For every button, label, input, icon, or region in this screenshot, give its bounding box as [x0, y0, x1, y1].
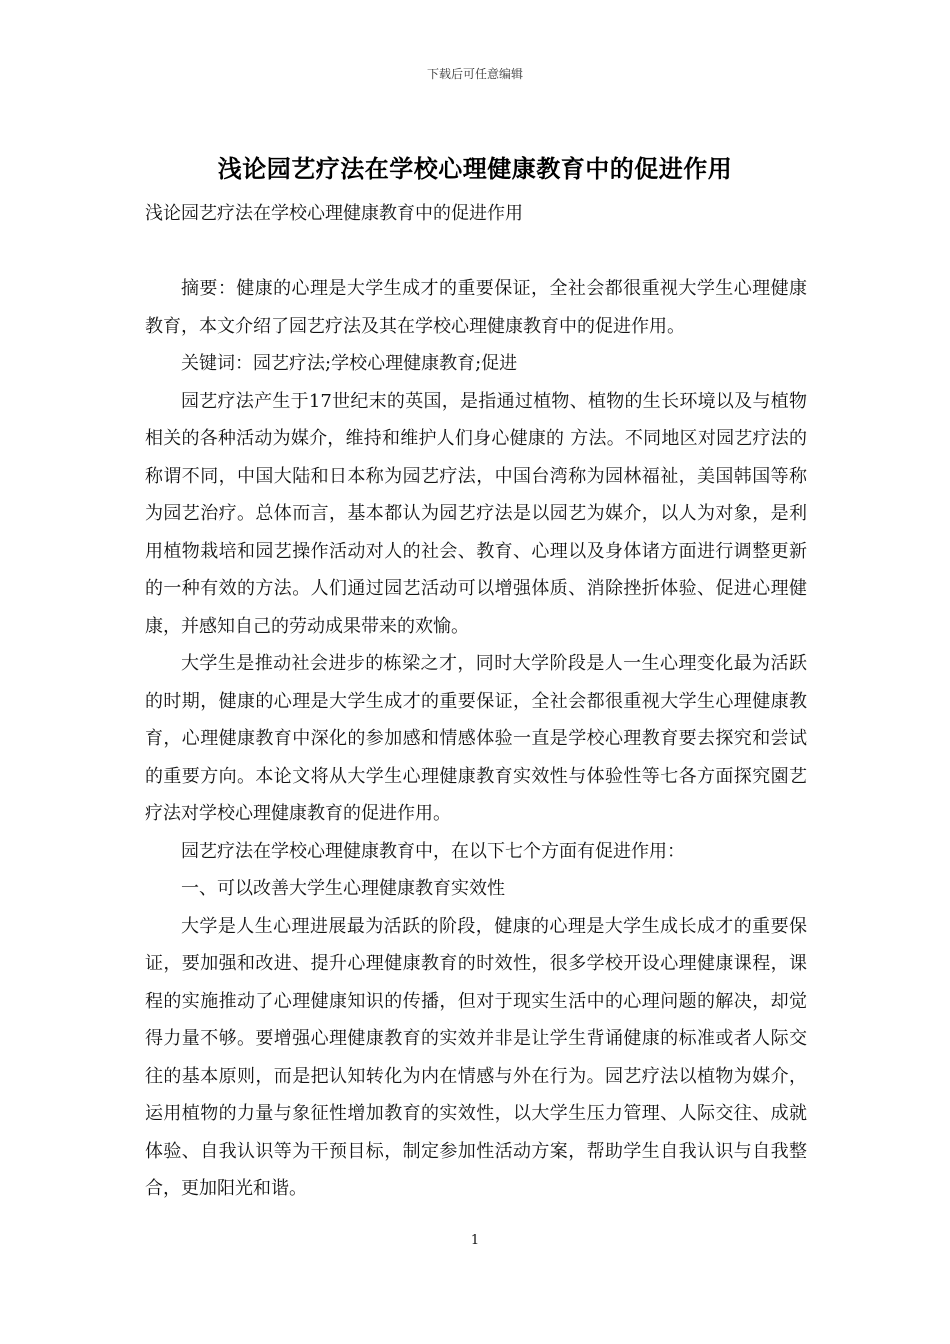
section-heading: 一、可以改善大学生心理健康教育实效性: [181, 878, 505, 899]
page-number: 1: [470, 1233, 480, 1248]
document-body: [145, 270, 807, 1208]
document-title: 浅论园艺疗法在学校心理健康教育中的促进作用: [217, 154, 733, 183]
abstract-paragraph: 摘要：健康的心理是大学生成才的重要保证，全社会都很重视大学生心理健康教育，本文介绍了园艺疗法及其在学校心理健康教育中的促进作用。: [145, 278, 807, 337]
body-paragraph: 大学生是推动社会进步的栋梁之才，同时大学阶段是人一生心理变化最为活跃的时期，健康的心理是大学生成才的重要保证，全社会都很重视大学生心理健康教育，心理健康教育中深化的参加感和情感体验一直是学校心理教育要去探究和尝试的重要方向。本论文将从大学生心理健康教育实效性与体验性等七各方面探究園艺疗法对学校心理健康教育的促进作用。: [145, 653, 807, 824]
body-paragraph: 园艺疗法产生于17世纪末的英国，是指通过植物、植物的生长环境以及与植物相关的各种活动为媒介，维持和维护人们身心健康的 方法。不同地区对园艺疗法的称谓不同，中国大陆和日本称为园艺疗法，中国台湾称为园林福祉，美国韩国等称为园艺治疗。总体而言，基本都认为园艺疗法是以园艺为媒介，以人为对象，是利用植物栽培和园艺操作活动对人的社会、教育、心理以及身体诸方面进行调整更新的一种有效的方法。人们通过园艺活动可以增强体质、消除挫折体验、促进心理健康，并感知自己的劳动成果带来的欢愉。: [145, 390, 807, 637]
keywords-paragraph: 关键词：园艺疗法;学校心理健康教育;促进: [181, 353, 518, 374]
body-paragraph: 大学是人生心理进展最为活跃的阶段，健康的心理是大学生成长成才的重要保证，要加强和改进、提升心理健康教育的时效性，很多学校开设心理健康课程，课程的实施推动了心理健康知识的传播，但对于现实生活中的心理问题的解决，却觉得力量不够。要增强心理健康教育的实效并非是让学生背诵健康的标准或者人际交往的基本原则，而是把认知转化为内在情感与外在行为。园艺疗法以植物为媒介，运用植物的力量与象征性增加教育的实效性，以大学生压力管理、人际交往、成就体验、自我认识等为干预目标，制定参加性活动方案，帮助学生自我认识与自我整合，更加阳光和谐。: [145, 915, 807, 1199]
page-header: 下载后可任意编辑: [426, 67, 523, 81]
document-subtitle: 浅论园艺疗法在学校心理健康教育中的促进作用: [145, 203, 523, 224]
body-paragraph: 园艺疗法在学校心理健康教育中，在以下七个方面有促进作用：: [181, 840, 685, 862]
